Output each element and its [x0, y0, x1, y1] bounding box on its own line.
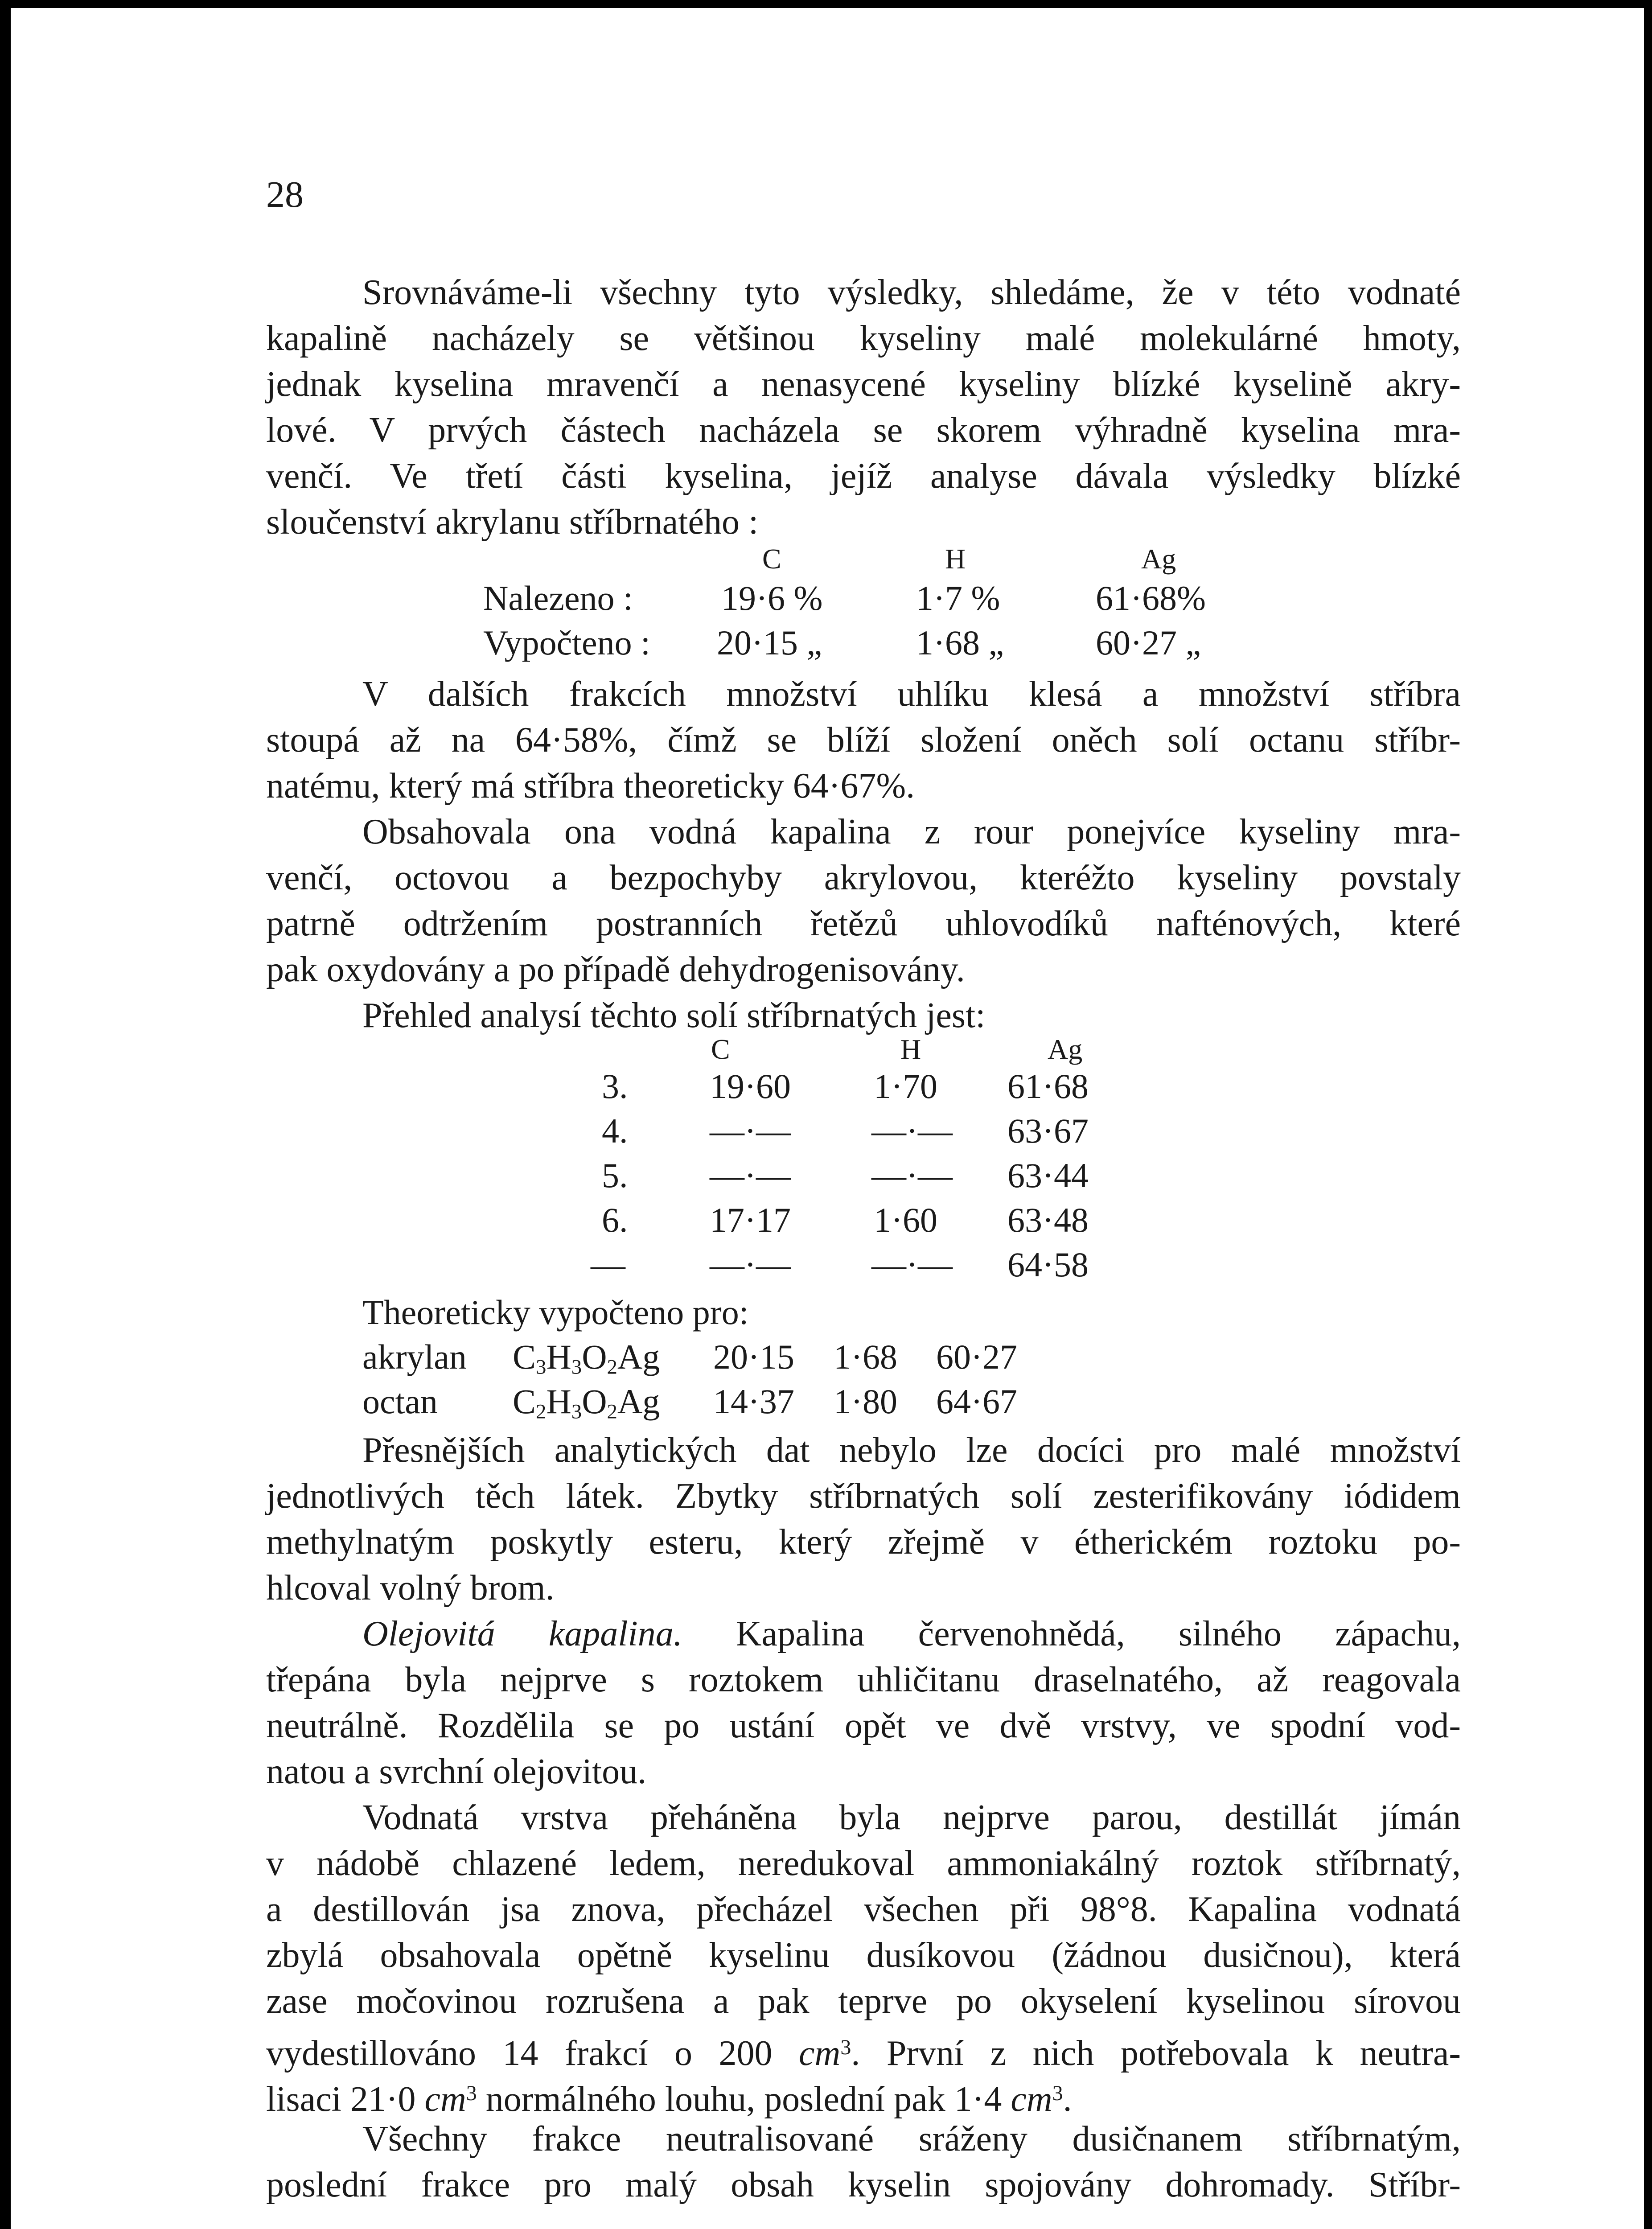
- cell-c: —·—: [710, 1245, 791, 1284]
- text-line: Přesnějších analytických dat nebylo lze docíci pro malé množství: [362, 1431, 1461, 1470]
- text-line: Všechny frakce neutralisované sráženy dusičnanem stříbrnatým,: [362, 2119, 1461, 2159]
- cell-c: 17·17: [710, 1201, 791, 1239]
- cell-c: —·—: [710, 1156, 791, 1195]
- row-number: 3.: [602, 1067, 628, 1106]
- text-line: lové. V prvých částech nacházela se skorem výhradně kyselina mra-: [266, 411, 1461, 450]
- row-number: 4.: [602, 1111, 628, 1150]
- row-number: —: [591, 1245, 625, 1284]
- cell-h: 1·7 %: [916, 579, 1000, 617]
- cell-ag: 63·44: [1007, 1156, 1089, 1195]
- text-line: natou a svrchní olejovitou.: [266, 1752, 647, 1791]
- section-title: Olejovitá kapalina.: [362, 1614, 682, 1653]
- text-line: třepána byla nejprve s roztokem uhličitanu draselnatého, až reagovala: [266, 1660, 1461, 1699]
- text-line: vydestillováno 14 frakcí o 200 $cm^3$. První z nich potřebovala k neutra-: [266, 2034, 1461, 2073]
- cell-c: 19·6 %: [721, 579, 823, 617]
- text-line: pak oxydovány a po případě dehydrogenisovány.: [266, 950, 965, 989]
- text-line: neutrálně. Rozdělila se po ustání opět ve dvě vrstvy, ve spodní vod-: [266, 1706, 1461, 1745]
- compound-name: octan: [362, 1382, 438, 1421]
- compound-formula: $C_3H_3O_2Ag$: [513, 1337, 660, 1379]
- cell-h: 1·68 „: [916, 623, 1004, 662]
- text-line: Srovnáváme-li všechny tyto výsledky, shledáme, že v této vodnaté: [362, 273, 1461, 312]
- text-line: stoupá až na 64·58%, čímž se blíží složení oněch solí octanu stříbr-: [266, 720, 1461, 760]
- cell-h: 1·68: [834, 1337, 897, 1376]
- column-header-c: C: [762, 543, 781, 575]
- text-line: natému, který má stříbra theoreticky 64·67%.: [266, 766, 915, 806]
- text-line: jednak kyselina mravenčí a nenasycené kyseliny blízké kyselině akry-: [266, 365, 1461, 404]
- cell-ag: 61·68: [1007, 1067, 1089, 1106]
- row-label: Vypočteno :: [483, 623, 650, 662]
- cell-c: 20·15: [713, 1337, 794, 1376]
- text-line: Olejovitá kapalina. Kapalina červenohnědá, silného zápachu,: [362, 1614, 1461, 1653]
- row-label: Nalezeno :: [483, 579, 633, 617]
- page-number: 28: [266, 174, 304, 215]
- cell-ag: 60·27 „: [1096, 623, 1201, 662]
- cell-ag: 61·68%: [1096, 579, 1206, 617]
- cell-ag: 60·27: [936, 1337, 1017, 1376]
- text-line: venčí. Ve třetí části kyselina, jejíž analyse dávala výsledky blízké: [266, 456, 1461, 496]
- cell-ag: 63·67: [1007, 1111, 1089, 1150]
- cell-ag: 64·58: [1007, 1245, 1089, 1284]
- row-number: 5.: [602, 1156, 628, 1195]
- cell-h: —·—: [871, 1156, 953, 1195]
- text-line: poslední frakce pro malý obsah kyselin spojovány dohromady. Stříbr-: [266, 2165, 1461, 2204]
- text-line: kapalině nacházely se většinou kyseliny malé molekulárné hmoty,: [266, 319, 1461, 358]
- row-number: 6.: [602, 1201, 628, 1239]
- text-line: Vodnatá vrstva přeháněna byla nejprve parou, destillát jímán: [362, 1798, 1461, 1837]
- text-line: Přehled analysí těchto solí stříbrnatých jest:: [362, 996, 986, 1035]
- column-header-c: C: [711, 1033, 730, 1065]
- text-line: Obsahovala ona vodná kapalina z rour ponejvíce kyseliny mra-: [362, 812, 1461, 851]
- cell-c: —·—: [710, 1111, 791, 1150]
- scan-border-left: [0, 0, 11, 2229]
- text-line: zbylá obsahovala opětně kyselinu dusíkovou (žádnou dusičnou), která: [266, 1936, 1461, 1975]
- text-line: zase močovinou rozrušena a pak teprve po okyselení kyselinou sírovou: [266, 1982, 1461, 2021]
- cell-c: 14·37: [713, 1382, 794, 1421]
- scan-border-top: [0, 0, 1652, 8]
- column-header-ag: Ag: [1048, 1033, 1083, 1065]
- text-line: venčí, octovou a bezpochyby akrylovou, kteréžto kyseliny povstaly: [266, 858, 1461, 897]
- scan-border-right: [1644, 0, 1652, 2229]
- text-line: patrně odtržením postranních řetězů uhlovodíků nafténových, které: [266, 904, 1461, 943]
- compound-name: akrylan: [362, 1337, 467, 1376]
- text-line: v nádobě chlazené ledem, neredukoval ammoniakálný roztok stříbrnatý,: [266, 1844, 1461, 1883]
- text-line: a destillován jsa znova, přecházel všechen při 98°8. Kapalina vodnatá: [266, 1890, 1461, 1929]
- cell-ag: 63·48: [1007, 1201, 1089, 1239]
- compound-formula: $C_2H_3O_2Ag$: [513, 1382, 660, 1423]
- cell-h: 1·80: [834, 1382, 897, 1421]
- text-line: lisaci 21·0 $cm^3$ normálného louhu, poslední pak 1·4 $cm^3$.: [266, 2080, 1072, 2119]
- cell-h: 1·70: [874, 1067, 937, 1106]
- theory-title: Theoreticky vypočteno pro:: [362, 1293, 749, 1332]
- cell-ag: 64·67: [936, 1382, 1017, 1421]
- cell-c: 20·15 „: [717, 623, 822, 662]
- text-line: jednotlivých těch látek. Zbytky stříbrnatých solí zesterifikovány iódidem: [266, 1476, 1461, 1516]
- text-line: methylnatým poskytly esteru, který zřejmě v étherickém roztoku po-: [266, 1522, 1461, 1562]
- text-line: hlcoval volný brom.: [266, 1568, 555, 1608]
- column-header-ag: Ag: [1141, 543, 1176, 575]
- cell-h: 1·60: [874, 1201, 937, 1239]
- cell-h: —·—: [871, 1111, 953, 1150]
- column-header-h: H: [945, 543, 966, 575]
- column-header-h: H: [900, 1033, 921, 1065]
- text-line: sloučenství akrylanu stříbrnatého :: [266, 502, 759, 542]
- cell-c: 19·60: [710, 1067, 791, 1106]
- cell-h: —·—: [871, 1245, 953, 1284]
- text-line: V dalších frakcích množství uhlíku klesá a množství stříbra: [362, 674, 1461, 714]
